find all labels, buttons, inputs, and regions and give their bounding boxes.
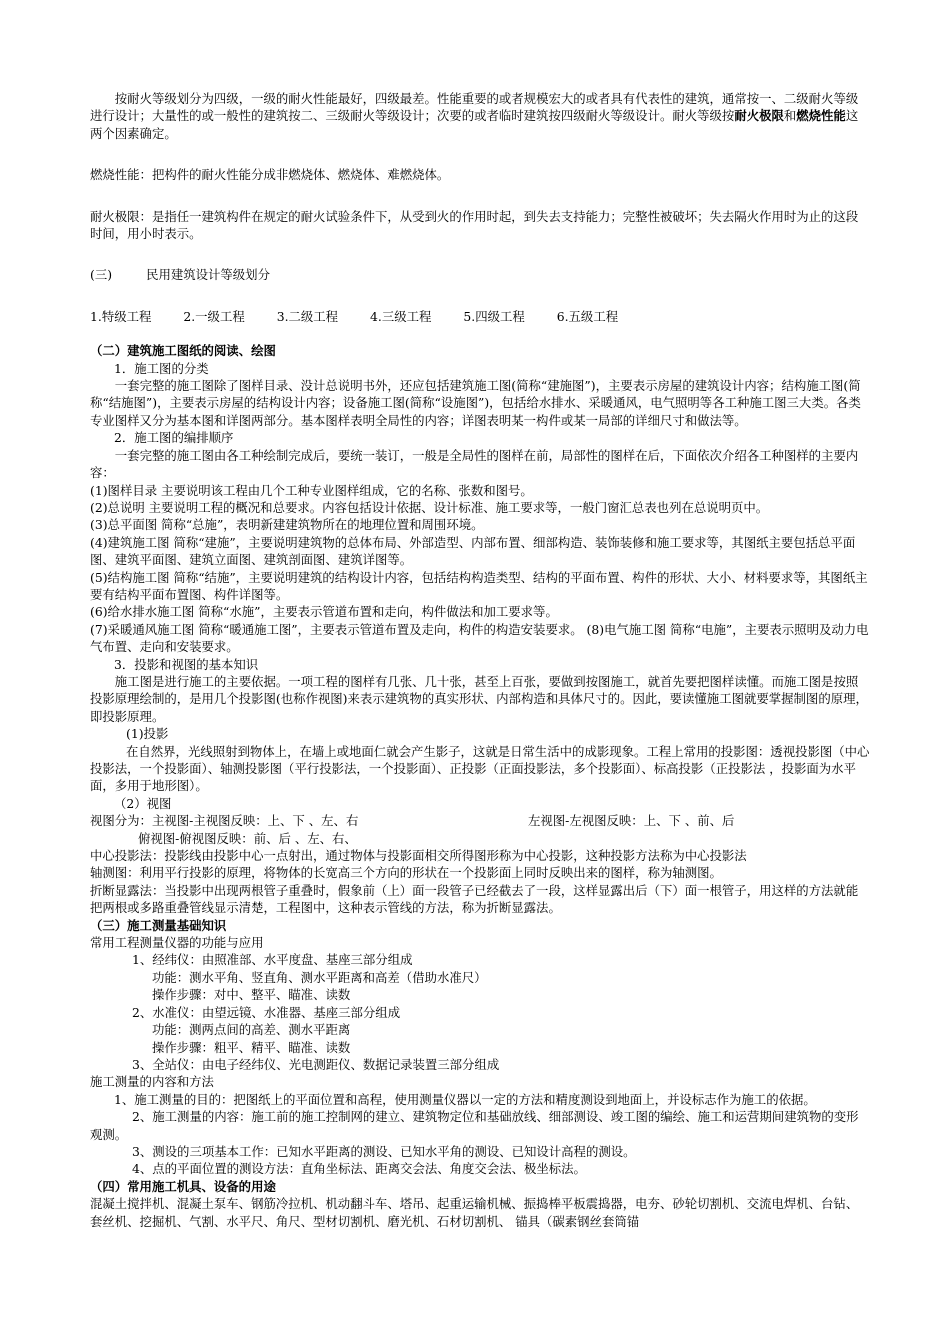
level-function: 功能：测两点间的高差、测水平距离 (152, 1022, 351, 1038)
list-item: (6)给水排水施工图 简称“水施”，主要表示管道布置和走向，构件做法和加工要求等。 (90, 604, 558, 620)
grade-list (90, 308, 870, 325)
tools-section-title: （四）常用施工机具、设备的用途 (90, 1178, 276, 1194)
tools-body: 混凝土搅拌机、混凝土泵车、钢筋冷拉机、机动翻斗车、塔吊、起重运输机械、振捣棒平板震捣器，电夯、砂轮切割机、交流电焊机、台钻、套丝机、挖掘机、气割、水平尺、角尺、型材切割机、磨光机、石材切割机、 锚具（碳素钢丝套筒锚 (90, 1196, 859, 1229)
survey-point-methods: 4、点的平面位置的测设方法：直角坐标法、距离交会法、角度交会法、极坐标法。 (132, 1161, 586, 1177)
level-steps: 操作步骤：粗平、精平、瞄准、读数 (152, 1039, 351, 1055)
survey-purpose: 1、施工测量的目的：把图纸上的平面位置和高程，使用测量仪器以一定的方法和精度测设到地面上，并设标志作为施工的依据。 (114, 1091, 816, 1107)
civil-design-heading (90, 266, 870, 283)
axonometric: 轴测图：利用平行投影的原理，将物体的长宽高三个方向的形状在一个投影面上同时反映出来的图样，称为轴测图。 (90, 865, 722, 881)
list-item: (1)图样目录 主要说明该工程由几个工种专业图样组成，它的名称、张数和图号。 (90, 482, 533, 498)
top-view: 俯视图-俯视图反映：前、后 、左、右、 (138, 830, 357, 846)
projection-basics-body: 施工图是进行施工的主要依据。一项工程的图样有几张、几十张，甚至上百张，要做到按图施工，就首先要把图样读懂。而施工图是按照投影原理绘制的，是用几个投影图(也称作视图)来表示建筑物的真实形状、内部构造和具体尺寸的。因此，要读懂施工图就要掌握制图的原理，即投影原理。 (90, 673, 868, 724)
list-item: (7)采暖通风施工图 简称“暖通施工图”，主要表示管道布置及走向，构件的构造安装要求。 (8)电气施工图 简称“电施”，主要表示照明及动力电气布置、走向和安装要求。 (90, 621, 869, 655)
view-row (90, 812, 870, 829)
grade-item: 1.特级工程 (90, 308, 152, 324)
list-item: (4)建筑施工图 简称“建施”，主要说明建筑物的总体布局、外部造型、内部布置、细部构造、装饰装修和施工要求等，其图纸主要包括总平面图、建筑平面图、建筑立面图、建筑剖面图、建筑详图等。 (90, 534, 856, 568)
classification-body: 一套完整的施工图除了图样目录、没计总说明书外，还应包括建筑施工图(简称“建施图”)，主要表示房屋的建筑设计内容；结构施工图(简称“结施图”)，主要表示房屋的结构设计内容；设备施工图(简称“设施图”)，包括给水排水、采暖通风，电气照明等各工种施工图三大类。各类专业图样又分为基本图和详图两部分。基本图样表明全局性的内容；详图表明某一构件或某一局部的详细尺寸和做法等。 (90, 378, 861, 428)
theodolite: 1、经纬仪：由照准部、水平度盘、基座三部分组成 (132, 952, 413, 968)
classification-title: 1．施工图的分类 (114, 360, 209, 376)
main-view: 视图分为：主视图-主视图反映：上、下 、左、右 (90, 813, 359, 829)
list-item: (2)总说明 主要说明工程的概况和总要求。内容包括设计依据、设计标准、施工要求等，一般门窗汇总表也列在总说明页中。 (90, 499, 769, 515)
central-projection: 中心投影法：投影线由投影中心一点射出，通过物体与投影面相交所得图形称为中心投影，这种投影方法称为中心投影法 (90, 848, 747, 864)
survey-content-title: 施工测量的内容和方法 (90, 1074, 214, 1090)
section-number: (三) (90, 267, 113, 283)
order-body: 一套完整的施工图由各工种绘制完成后，要统一装订，一般是全局性的图样在前，局部性的图样在后，下面依次介绍各工种图样的主要内容： (90, 447, 859, 481)
fire-rating-paragraph (90, 90, 870, 142)
list-item: (3)总平面图 简称“总施”，表明新建建筑物所在的地理位置和周围环境。 (90, 517, 484, 533)
theodolite-function: 功能：测水平角、竖直角、测水平距离和高差（借助水准尺） (152, 969, 487, 985)
left-view: 左视图-左视图反映：上、下 、前、后 (528, 813, 735, 829)
fire-rating-end: 这两个因素确定。 (90, 108, 859, 141)
level-instrument: 2、水准仪：由望远镜、水准器、基座三部分组成 (132, 1004, 401, 1020)
grade-item: 5.四级工程 (463, 308, 525, 324)
order-title: 2．施工图的编排顺序 (114, 430, 234, 446)
drawing-section-title: （二）建筑施工图纸的阅读、绘图 (90, 343, 276, 359)
fire-limit-definition: 耐火极限：是指任一建筑构件在规定的耐火试验条件下，从受到火的作用时起，到失去支持能力；完整性被破坏；失去隔火作用时为止的这段时间，用小时表示。 (90, 208, 859, 242)
theodolite-steps: 操作步骤：对中、整平、瞄准、读数 (152, 987, 351, 1003)
survey-section-title: （三）施工测量基础知识 (90, 917, 227, 933)
connector-text: 和 (783, 108, 797, 124)
fire-rating-text: 按耐火等级划分为四级，一级的耐火性能最好，四级最差。性能重要的或者规模宏大的或者具有代表性的建筑，通常按一、二级耐火等级进行设计；大量性的或一般性的建筑按二、三级耐火等级设计；次要的或者临时建筑按四级耐火等级设计。耐火等级按 (90, 91, 859, 124)
survey-content: 2、施工测量的内容：施工前的施工控制网的建立、建筑物定位和基础放线、细部测设、竣工图的编绘、施工和运营期间建筑物的变形观测。 (90, 1109, 859, 1142)
projection-basics-title: 3．投影和视图的基本知识 (114, 656, 259, 672)
projection-title: (1)投影 (126, 726, 169, 742)
survey-basic-work: 3、测设的三项基本工作：已知水平距离的测设、已知水平角的测设、已知设计高程的测设。 (132, 1143, 636, 1159)
broken-display: 折断显露法：当投影中出现两根管子重叠时，假象前（上）面一段管子已经截去了一段，这样显露出后（下）面一根管子，用这样的方法就能把两根或多路重叠管线显示清楚，工程图中，这种表示管线的方法，称为折断显露法。 (90, 882, 859, 916)
combustion-term: 燃烧性能 (796, 108, 846, 124)
combustion-performance: 燃烧性能：把构件的耐火性能分成非燃烧体、燃烧体、难燃烧体。 (90, 167, 450, 183)
grade-item: 2.一级工程 (183, 308, 245, 324)
document-page (90, 90, 870, 1230)
grade-item: 4.三级工程 (370, 308, 432, 324)
total-station: 3、全站仪：由电子经纬仪、光电测距仪、数据记录装置三部分组成 (132, 1056, 500, 1072)
projection-body: 在自然界，光线照射到物体上，在墙上或地面仁就会产生影子，这就是日常生活中的成影现象。工程上常用的投影图：透视投影图（中心投影法，一个投影面）、轴测投影图（平行投影法，一个投影面）、正投影（正面投影法，多个投影面）、标高投影（正投影法 ，投影面为水平面，多用于地形图）。 (90, 743, 870, 794)
grade-item: 3.二级工程 (276, 308, 339, 324)
section-title: 民用建筑设计等级划分 (146, 267, 270, 283)
instrument-title: 常用工程测量仪器的功能与应用 (90, 935, 264, 951)
view-title: （2）视图 (114, 795, 172, 811)
grade-item: 6.五级工程 (556, 308, 619, 324)
fire-limit-term: 耐火极限 (734, 108, 784, 124)
drawing-section (90, 342, 870, 1230)
list-item: (5)结构施工图 简称“结施”，主要说明建筑的结构设计内容，包括结构构造类型、结构的平面布置、构件的形状、大小、材料要求等，其图纸主要有结构平面布置图、构件详图等。 (90, 569, 868, 602)
